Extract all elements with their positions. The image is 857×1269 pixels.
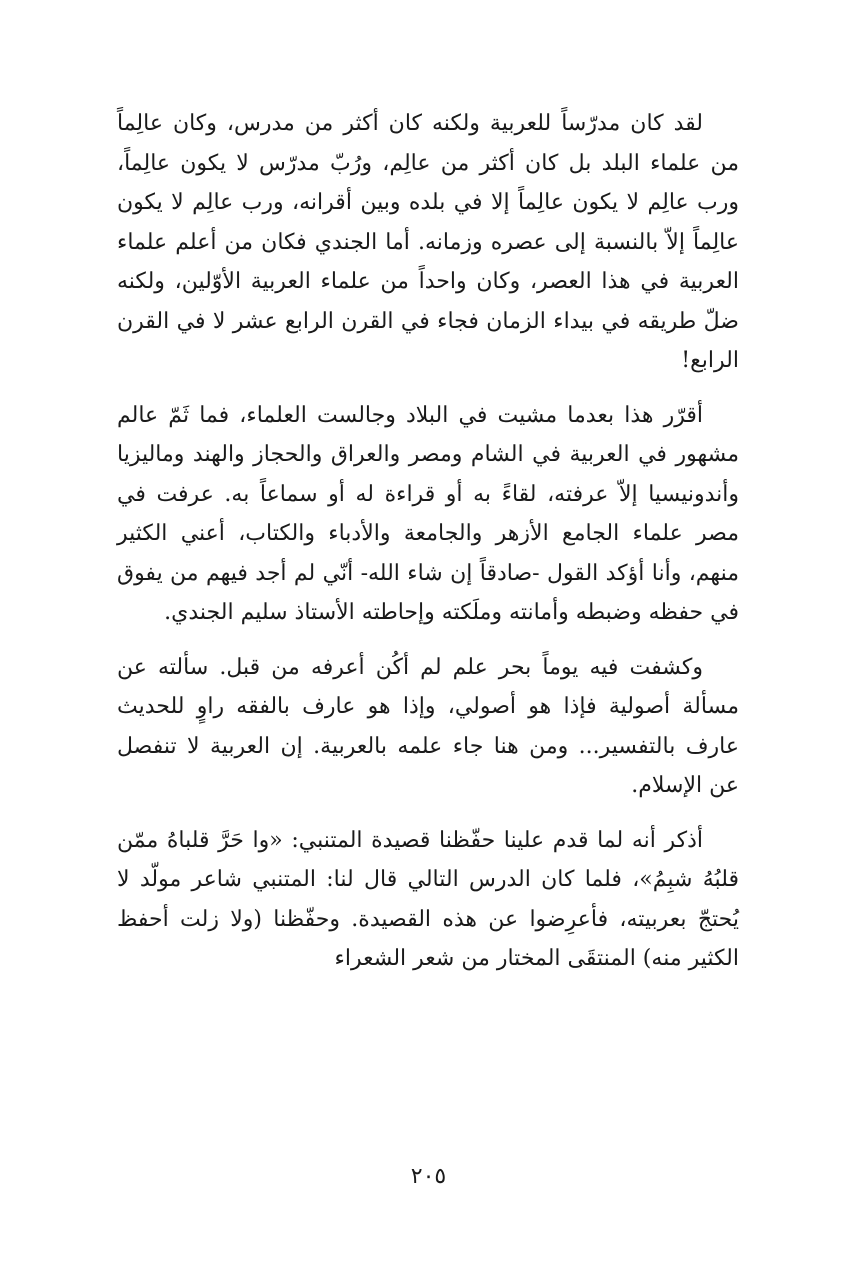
paragraph-1: لقد كان مدرّساً للعربية ولكنه كان أكثر من مدرس، وكان عالِماً من علماء البلد بل كان أكثر من عالِم، ورُبّ مدرّس لا يكون عالِماً، ورب عالِم لا يكون عالِماً إلا في بلده وبين أقرانه، ورب عالِم لا يكون عالِماً إلاّ بالنسبة إلى عصره وزمانه. أما الجندي فكان من أعلم علماء العربية في هذا العصر، وكان واحداً من علماء العربية الأوّلين، ولكنه ضلّ طريقه في بيداء الزمان فجاء في القرن الرابع عشر لا في القرن الرابع!	[117, 111, 739, 373]
paragraph-3: وكشفت فيه يوماً بحر علم لم أكُن أعرفه من قبل. سألته عن مسألة أصولية فإذا هو أصولي، وإذا هو عارف بالفقه راوٍ للحديث عارف بالتفسير... ومن هنا جاء علمه بالعربية. إن العربية لا تنفصل عن الإسلام.	[117, 654, 739, 798]
paragraph-2: أقرّر هذا بعدما مشيت في البلاد وجالست العلماء، فما ثَمّ عالم مشهور في العربية في الشام ومصر والعراق والحجاز والهند وماليزيا وأندونيسيا إلاّ عرفته، لقاءً به أو قراءة له أو سماعاً به. عرفت في مصر علماء الجامع الأزهر والجامعة والأدباء والكتاب، أعني الكثير منهم، وأنا أؤكد القول -صادقاً إن شاء الله- أنّي لم أجد فيهم من يفوق في حفظه وضبطه وأمانته وملَكته وإحاطته الأستاذ سليم الجندي.	[117, 402, 739, 625]
body-text	[117, 104, 739, 994]
page-number: ٢٠٥	[410, 1164, 447, 1189]
paragraph-4: أذكر أنه لما قدم علينا حفّظنا قصيدة المتنبي: «وا حَرَّ قلباهُ ممّن قلبُهُ شبِمُ»، فلما كان الدرس التالي قال لنا: المتنبي شاعر مولّد لا يُحتجّ بعربيته، فأعرِضوا عن هذه القصيدة. وحفّظنا (ولا زلت أحفظ الكثير منه) المنتقَى المختار من شعر الشعراء	[117, 827, 739, 971]
